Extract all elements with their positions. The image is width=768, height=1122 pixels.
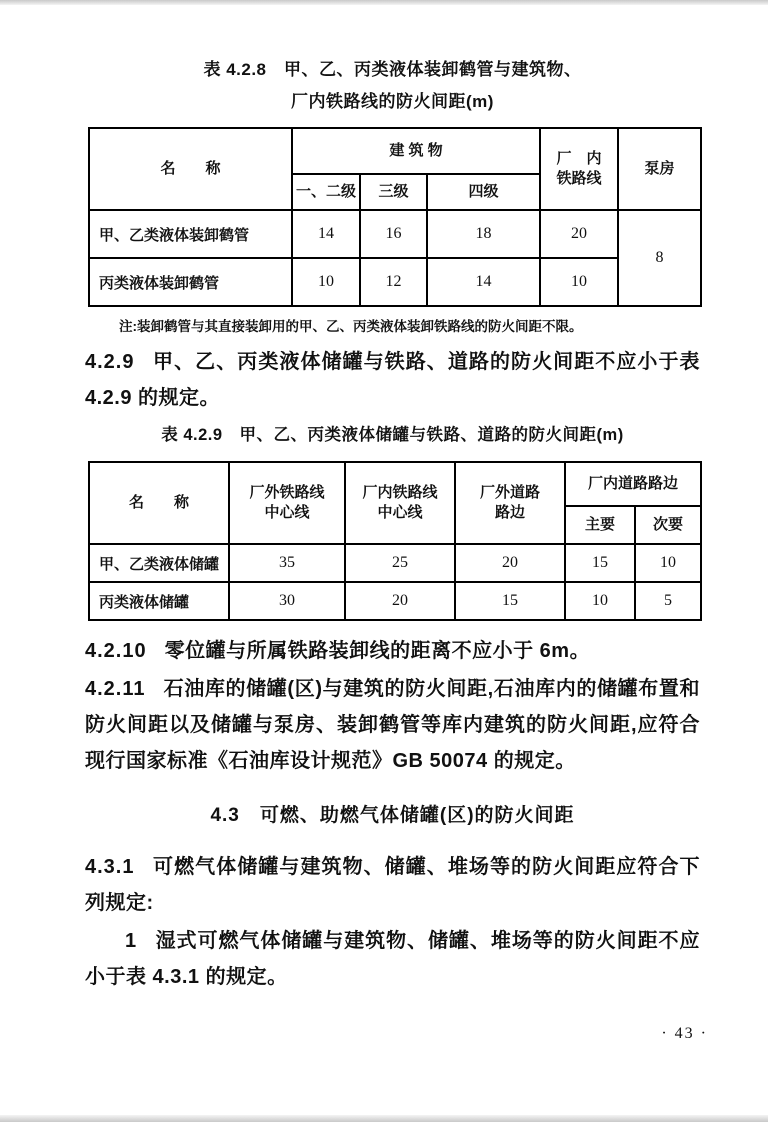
t429-col-road-out bbox=[455, 462, 565, 544]
clause-4-2-10-text: 零位罐与所属铁路装卸线的距离不应小于 6m。 bbox=[164, 640, 591, 662]
t429-row1-val4: 15 bbox=[565, 544, 635, 582]
t428-pump-value: 8 bbox=[618, 210, 701, 306]
t428-col-railway-line1: 厂 内 bbox=[556, 150, 602, 167]
t429-col-rail-out bbox=[229, 462, 345, 544]
t429-row1-val1: 35 bbox=[229, 544, 345, 582]
t429-col-name: 名 称 bbox=[89, 462, 229, 544]
t428-col-grade-1-2: 一、二级 bbox=[292, 174, 360, 210]
t428-row1-val3: 18 bbox=[427, 210, 540, 258]
t429-col-road-in-main: 主要 bbox=[565, 506, 635, 544]
t428-col-pump: 泵房 bbox=[618, 128, 701, 210]
t428-row2-val2: 12 bbox=[360, 258, 427, 306]
table-row bbox=[89, 210, 701, 258]
clause-4-3-1-item-1 bbox=[85, 923, 700, 995]
clause-4-3-1-number: 4.3.1 bbox=[85, 856, 135, 878]
t429-col-rail-out-line1: 厂外铁路线 bbox=[249, 484, 325, 501]
clause-4-3-1-text: 可燃气体储罐与建筑物、储罐、堆场等的防火间距应符合下列规定: bbox=[85, 856, 700, 914]
table-4-2-8 bbox=[88, 127, 702, 307]
t429-col-road-in-secondary: 次要 bbox=[635, 506, 701, 544]
t429-header-row-1 bbox=[89, 462, 701, 506]
clause-4-2-11 bbox=[85, 671, 700, 779]
item-1-text: 湿式可燃气体储罐与建筑物、储罐、堆场等的防火间距不应小于表 4.3.1 的规定。 bbox=[85, 930, 700, 988]
t428-col-railway bbox=[540, 128, 618, 210]
table-4-2-8-title-line1: 表 4.2.8 甲、乙、丙类液体装卸鹤管与建筑物、 bbox=[203, 60, 582, 79]
t429-row1-name: 甲、乙类液体储罐 bbox=[89, 544, 229, 582]
t429-row2-name: 丙类液体储罐 bbox=[89, 582, 229, 620]
t429-row1-val3: 20 bbox=[455, 544, 565, 582]
t428-row1-val4: 20 bbox=[540, 210, 618, 258]
clause-4-2-9 bbox=[85, 344, 700, 416]
t429-col-rail-in-line2: 中心线 bbox=[377, 504, 423, 521]
t428-col-railway-line2: 铁路线 bbox=[556, 170, 602, 187]
t428-col-building: 建 筑 物 bbox=[292, 128, 540, 174]
t429-row2-val2: 20 bbox=[345, 582, 455, 620]
t428-col-name: 名 称 bbox=[89, 128, 292, 210]
table-4-2-8-title-line2: 厂内铁路线的防火间距(m) bbox=[291, 92, 494, 111]
t428-row2-val3: 14 bbox=[427, 258, 540, 306]
t429-col-road-out-line1: 厂外道路 bbox=[479, 484, 540, 501]
item-1-number: 1 bbox=[125, 930, 138, 952]
t428-row1-val2: 16 bbox=[360, 210, 427, 258]
clause-4-2-10-number: 4.2.10 bbox=[85, 640, 147, 662]
scan-edge-bottom bbox=[0, 1115, 768, 1122]
t428-row2-val1: 10 bbox=[292, 258, 360, 306]
t429-col-rail-in-line1: 厂内铁路线 bbox=[362, 484, 438, 501]
table-row bbox=[89, 582, 701, 620]
section-4-3-heading: 4.3 可燃、助燃气体储罐(区)的防火间距 bbox=[210, 805, 575, 826]
t429-row2-val4: 10 bbox=[565, 582, 635, 620]
clause-4-2-11-text: 石油库的储罐(区)与建筑的防火间距,石油库内的储罐布置和防火间距以及储罐与泵房、装卸鹤管等库内建筑的防火间距,应符合现行国家标准《石油库设计规范》GB 50074 的规定。 bbox=[85, 678, 700, 772]
t428-row1-val1: 14 bbox=[292, 210, 360, 258]
clause-4-2-11-number: 4.2.11 bbox=[85, 678, 146, 700]
t429-col-rail-in bbox=[345, 462, 455, 544]
t428-row2-name: 丙类液体装卸鹤管 bbox=[89, 258, 292, 306]
page-number: · 43 · bbox=[661, 1025, 708, 1042]
t429-row2-val5: 5 bbox=[635, 582, 701, 620]
clause-4-2-9-number: 4.2.9 bbox=[85, 351, 135, 373]
t429-row2-val3: 15 bbox=[455, 582, 565, 620]
scan-edge-top bbox=[0, 0, 768, 5]
t428-col-grade-4: 四级 bbox=[427, 174, 540, 210]
t429-row2-val1: 30 bbox=[229, 582, 345, 620]
table-4-2-9-title: 表 4.2.9 甲、乙、丙类液体储罐与铁路、道路的防火间距(m) bbox=[161, 426, 624, 444]
t429-col-road-in: 厂内道路路边 bbox=[565, 462, 701, 506]
t428-col-grade-3: 三级 bbox=[360, 174, 427, 210]
t429-col-rail-out-line2: 中心线 bbox=[264, 504, 310, 521]
table-4-2-9 bbox=[88, 461, 702, 621]
clause-4-2-10 bbox=[85, 633, 700, 669]
clause-4-2-9-text: 甲、乙、丙类液体储罐与铁路、道路的防火间距不应小于表 4.2.9 的规定。 bbox=[85, 351, 700, 409]
table-row bbox=[89, 258, 701, 306]
table-row bbox=[89, 544, 701, 582]
t428-row2-val4: 10 bbox=[540, 258, 618, 306]
t429-row1-val2: 25 bbox=[345, 544, 455, 582]
t429-row1-val5: 10 bbox=[635, 544, 701, 582]
t429-col-road-out-line2: 路边 bbox=[494, 504, 525, 521]
t428-header-row-1 bbox=[89, 128, 701, 174]
table-4-2-8-note: 注:装卸鹤管与其直接装卸用的甲、乙、丙类液体装卸铁路线的防火间距不限。 bbox=[119, 319, 583, 334]
clause-4-3-1 bbox=[85, 849, 700, 921]
t428-row1-name: 甲、乙类液体装卸鹤管 bbox=[89, 210, 292, 258]
